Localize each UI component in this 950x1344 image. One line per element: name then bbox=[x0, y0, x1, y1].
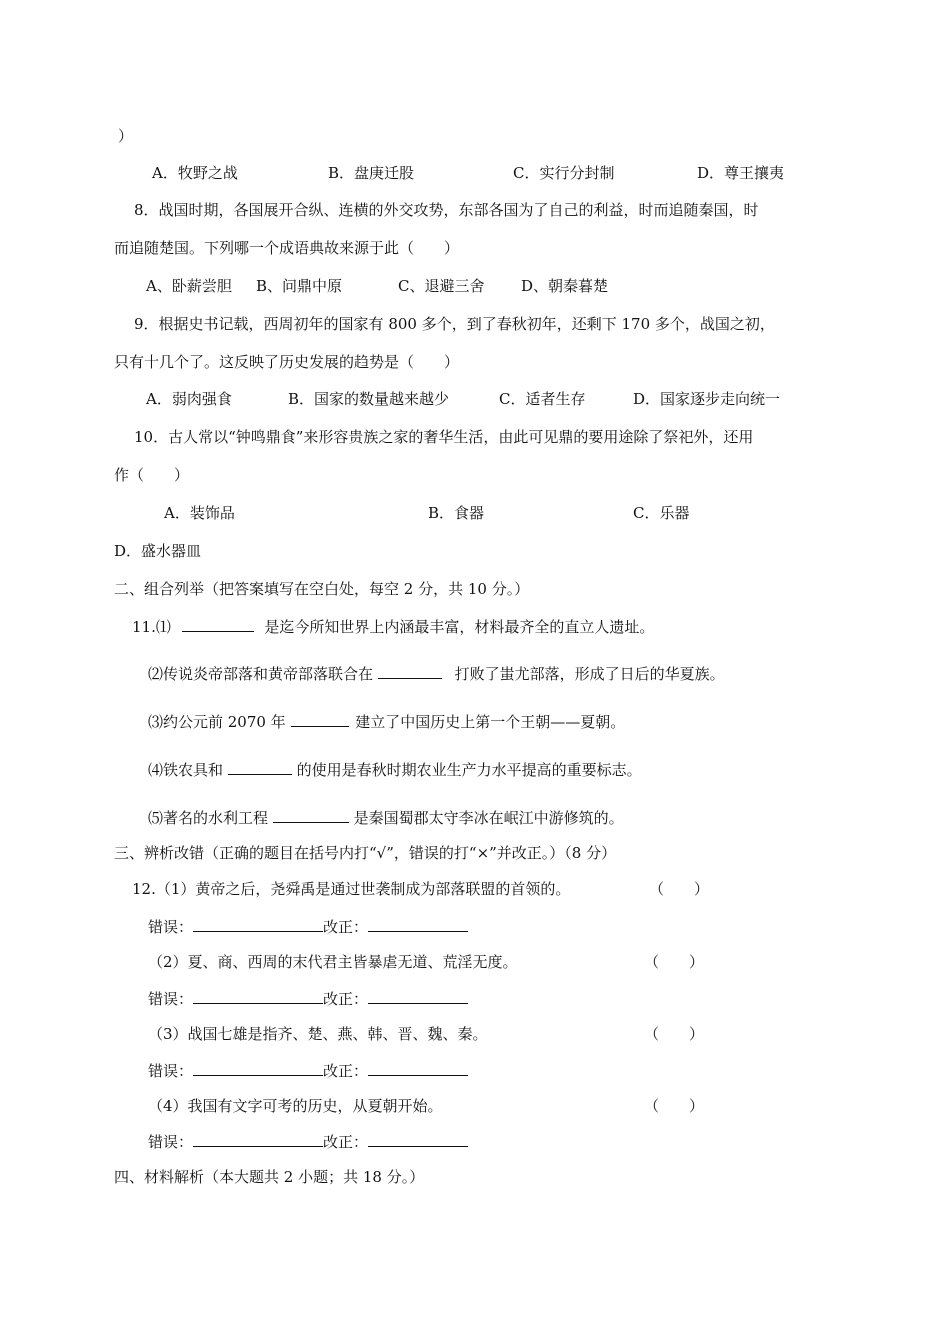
q11-blank4[interactable] bbox=[228, 759, 292, 775]
fix-label: 改正： bbox=[323, 990, 369, 1008]
q8-option-b: B、问鼎中原 bbox=[256, 277, 343, 295]
q11-part2-prefix: ⑵传说炎帝部落和黄帝部落联合在 bbox=[148, 665, 374, 683]
q11-part5 bbox=[148, 807, 624, 828]
q12-item2-fix-blank[interactable] bbox=[368, 988, 468, 1004]
q12-item4-correction bbox=[148, 1131, 468, 1152]
q7-option-a: A．牧野之战 bbox=[152, 164, 238, 182]
q12-item4-error-blank[interactable] bbox=[193, 1131, 323, 1147]
q12-item1-error-blank[interactable] bbox=[193, 916, 323, 932]
error-label: 错误： bbox=[148, 990, 194, 1008]
q12-item2-correction bbox=[148, 988, 468, 1009]
q11-part1-text: 是迄今所知世界上内涵最丰富，材料最齐全的直立人遗址。 bbox=[264, 618, 655, 636]
q11-blank2[interactable] bbox=[378, 663, 442, 679]
q11-part4-text: 的使用是春秋时期农业生产力水平提高的重要标志。 bbox=[296, 761, 642, 779]
q11-part3-text: 建立了中国历史上第一个王朝——夏朝。 bbox=[355, 713, 626, 731]
q10-option-c: C．乐器 bbox=[633, 504, 690, 522]
q10-stem-line2: 作（ ） bbox=[114, 466, 190, 484]
q11-part3 bbox=[148, 711, 625, 732]
q7-option-d: D．尊王攘夷 bbox=[697, 164, 785, 182]
q9-stem-line2: 只有十几个了。这反映了历史发展的趋势是（ ） bbox=[114, 353, 460, 371]
q9-option-b: B．国家的数量越来越少 bbox=[288, 390, 450, 408]
q8-stem-line1: 8．战国时期，各国展开合纵、连横的外交攻势，东部各国为了自己的利益，时而追随秦国，时 bbox=[134, 201, 759, 219]
q12-item2-text: （2）夏、商、西周的末代君主皆暴虐无道、荒淫无度。 bbox=[148, 953, 518, 971]
q12-item4-text: （4）我国有文字可考的历史，从夏朝开始。 bbox=[148, 1097, 443, 1115]
q9-option-a: A．弱肉强食 bbox=[146, 390, 232, 408]
q11-part1-prefix: 11.⑴ bbox=[132, 618, 171, 636]
q12-item2-answer-paren[interactable]: （ ） bbox=[644, 953, 705, 971]
q11-blank1[interactable] bbox=[182, 616, 254, 632]
q11-part5-text: 是秦国蜀郡太守李冰在岷江中游修筑的。 bbox=[353, 809, 624, 827]
q12-item2-error-blank[interactable] bbox=[193, 988, 323, 1004]
q9-option-c: C．适者生存 bbox=[499, 390, 586, 408]
q8-option-a: A、卧薪尝胆 bbox=[146, 277, 232, 295]
q12-item3-correction bbox=[148, 1060, 468, 1081]
q9-option-d: D．国家逐步走向统一 bbox=[633, 390, 781, 408]
q12-item3-text: （3）战国七雄是指齐、楚、燕、韩、晋、魏、秦。 bbox=[148, 1025, 488, 1043]
q7-option-c: C．实行分封制 bbox=[513, 164, 615, 182]
q11-part3-prefix: ⑶约公元前 2070 年 bbox=[148, 713, 286, 731]
section2-heading: 二、组合列举（把答案填写在空白处，每空 2 分，共 10 分。） bbox=[114, 580, 530, 598]
q12-item3-error-blank[interactable] bbox=[193, 1060, 323, 1076]
q9-stem-line1: 9．根据史书记载，西周初年的国家有 800 多个，到了春秋初年，还剩下 170 多个，战国之初， bbox=[134, 315, 775, 333]
q11-blank3[interactable] bbox=[291, 711, 349, 727]
q11-part4-prefix: ⑷铁农具和 bbox=[148, 761, 224, 779]
q11-part1 bbox=[132, 616, 654, 637]
q10-option-a: A．装饰品 bbox=[164, 504, 235, 522]
q11-part4 bbox=[148, 759, 642, 780]
q12-item3-answer-paren[interactable]: （ ） bbox=[644, 1025, 705, 1043]
q8-stem-line2: 而追随楚国。下列哪一个成语典故来源于此（ ） bbox=[114, 239, 460, 257]
q11-part5-prefix: ⑸著名的水利工程 bbox=[148, 809, 269, 827]
q11-part2 bbox=[148, 663, 725, 684]
q11-part2-text: 打败了蚩尤部落，形成了日后的华夏族。 bbox=[454, 665, 725, 683]
q7-option-b: B．盘庚迁股 bbox=[328, 164, 415, 182]
q12-item4-fix-blank[interactable] bbox=[368, 1131, 468, 1147]
q10-stem-line1: 10．古人常以“钟鸣鼎食”来形容贵族之家的奢华生活，由此可见鼎的要用途除了祭祀外，还用 bbox=[134, 428, 754, 446]
q8-option-c: C、退避三舍 bbox=[398, 277, 485, 295]
q11-blank5[interactable] bbox=[273, 807, 349, 823]
fix-label: 改正： bbox=[323, 918, 369, 936]
error-label: 错误： bbox=[148, 1062, 194, 1080]
q12-item1-text: 12.（1）黄帝之后，尧舜禹是通过世袭制成为部落联盟的首领的。 bbox=[132, 880, 571, 898]
q12-item1-correction bbox=[148, 916, 468, 937]
q12-item1-answer-paren[interactable]: （ ） bbox=[649, 880, 710, 898]
q12-item4-answer-paren[interactable]: （ ） bbox=[644, 1097, 705, 1115]
section3-heading: 三、辨析改错（正确的题目在括号内打“√”，错误的打“×”并改正。）（8 分） bbox=[114, 844, 617, 862]
error-label: 错误： bbox=[148, 1133, 194, 1151]
section4-heading: 四、材料解析（本大题共 2 小题；共 18 分。） bbox=[114, 1168, 425, 1186]
fix-label: 改正： bbox=[323, 1133, 369, 1151]
q8-option-d: D、朝秦暮楚 bbox=[521, 277, 609, 295]
q10-option-d: D．盛水器皿 bbox=[114, 542, 202, 560]
q7-closing-paren: ） bbox=[118, 127, 134, 145]
fix-label: 改正： bbox=[323, 1062, 369, 1080]
q12-item3-fix-blank[interactable] bbox=[368, 1060, 468, 1076]
q12-item1-fix-blank[interactable] bbox=[368, 916, 468, 932]
error-label: 错误： bbox=[148, 918, 194, 936]
q10-option-b: B．食器 bbox=[428, 504, 485, 522]
